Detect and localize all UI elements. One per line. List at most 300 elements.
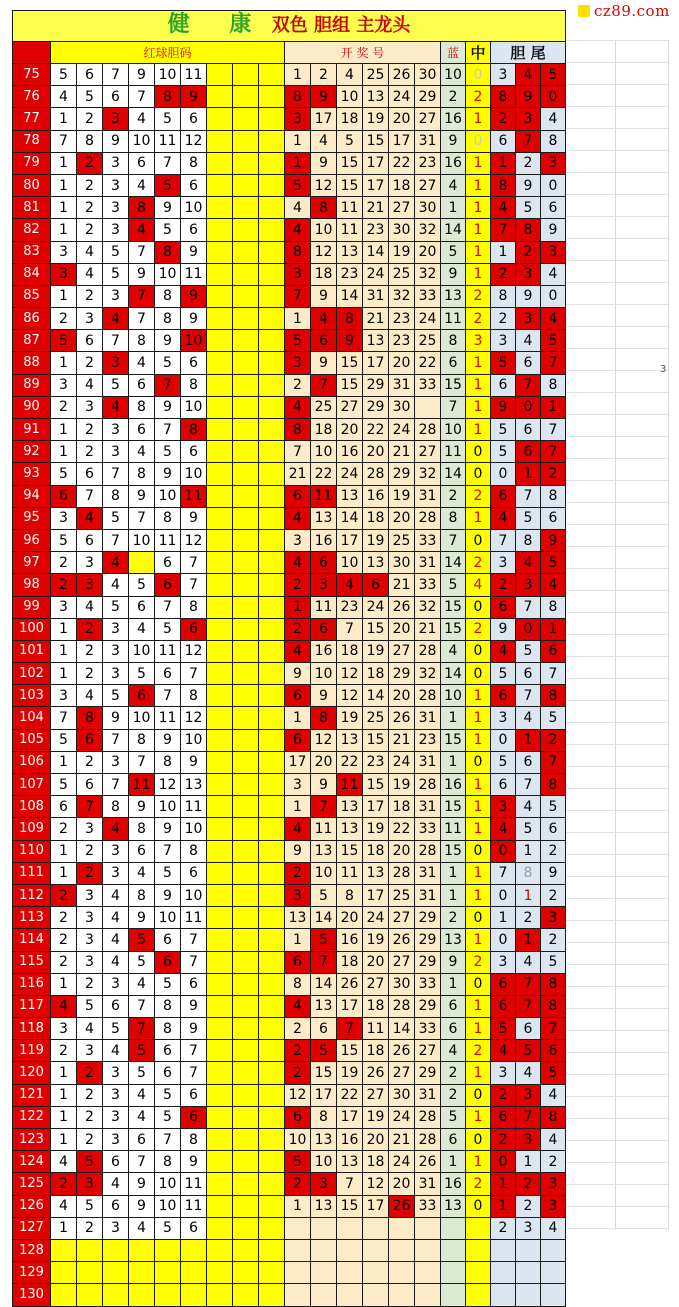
dan-tail-cell: 5 (491, 419, 516, 441)
dan-code-cell (259, 862, 285, 884)
dan-code-cell: 4 (103, 574, 129, 596)
dan-code-cell (259, 130, 285, 152)
draw-number-cell: 6 (311, 618, 337, 640)
hit-count-cell: 2 (466, 1173, 491, 1195)
dan-code-cell: 3 (77, 907, 103, 929)
dan-code-cell (259, 529, 285, 551)
draw-number-cell: 20 (363, 441, 389, 463)
issue-number: 84 (13, 263, 51, 285)
dan-code-cell: 3 (77, 574, 103, 596)
draw-number-cell: 21 (389, 1129, 415, 1151)
dan-tail-cell (491, 1262, 516, 1284)
draw-number-cell: 20 (389, 685, 415, 707)
dan-code-cell (233, 1239, 259, 1261)
dan-code-cell (233, 285, 259, 307)
draw-number-cell: 16 (337, 1129, 363, 1151)
blue-ball-cell: 10 (441, 64, 466, 86)
dan-code-cell: 2 (77, 640, 103, 662)
blue-ball-cell: 14 (441, 552, 466, 574)
draw-number-cell: 3 (285, 263, 311, 285)
draw-number-cell: 13 (337, 818, 363, 840)
draw-number-cell (389, 1262, 415, 1284)
dan-code-cell (233, 64, 259, 86)
dan-code-cell: 4 (77, 374, 103, 396)
dan-tail-cell: 9 (516, 86, 541, 108)
dan-code-cell: 7 (103, 463, 129, 485)
draw-number-cell: 13 (311, 1195, 337, 1217)
draw-number-cell: 18 (311, 263, 337, 285)
title-sub: 双色 胆组 主龙头 (271, 15, 411, 36)
dan-code-cell: 6 (129, 1129, 155, 1151)
dan-code-cell: 11 (181, 907, 207, 929)
dan-code-cell (233, 840, 259, 862)
draw-number-cell: 31 (415, 1173, 441, 1195)
dan-code-cell (233, 130, 259, 152)
draw-number-cell: 4 (285, 818, 311, 840)
dan-tail-cell: 9 (516, 174, 541, 196)
dan-tail-cell: 2 (541, 840, 566, 862)
grid-line (561, 832, 668, 833)
dan-code-cell: 3 (77, 884, 103, 906)
dan-code-cell (259, 774, 285, 796)
hit-count-cell: 1 (466, 796, 491, 818)
hit-count-cell: 1 (466, 729, 491, 751)
issue-number: 117 (13, 995, 51, 1017)
grid-line (561, 722, 668, 723)
hit-count-cell: 2 (466, 285, 491, 307)
blue-ball-cell: 10 (441, 685, 466, 707)
issue-number: 107 (13, 774, 51, 796)
dan-code-cell: 9 (181, 995, 207, 1017)
dan-code-cell (259, 197, 285, 219)
dan-tail-cell: 7 (541, 663, 566, 685)
dan-code-cell: 4 (77, 507, 103, 529)
grid-line (561, 656, 668, 657)
draw-number-cell: 27 (389, 907, 415, 929)
draw-number-cell: 11 (337, 774, 363, 796)
issue-number: 119 (13, 1040, 51, 1062)
draw-number-cell: 15 (337, 352, 363, 374)
dan-code-cell: 2 (77, 219, 103, 241)
draw-number-cell: 19 (389, 485, 415, 507)
draw-number-cell (311, 1239, 337, 1261)
empty-spreadsheet-grid (561, 40, 668, 1230)
draw-number-cell: 22 (363, 419, 389, 441)
dan-code-cell: 6 (181, 1084, 207, 1106)
dan-tail-cell: 8 (541, 130, 566, 152)
dan-code-cell (233, 529, 259, 551)
draw-number-cell: 7 (311, 796, 337, 818)
header-row (13, 42, 566, 64)
draw-number-cell: 24 (363, 907, 389, 929)
draw-number-cell: 33 (415, 529, 441, 551)
dan-code-cell (259, 1217, 285, 1239)
table-row (13, 1262, 566, 1284)
draw-number-cell: 11 (311, 485, 337, 507)
draw-number-cell: 8 (285, 241, 311, 263)
draw-number-cell: 20 (337, 419, 363, 441)
draw-number-cell: 15 (311, 1062, 337, 1084)
draw-number-cell: 3 (311, 574, 337, 596)
draw-number-cell: 8 (311, 1106, 337, 1128)
table-row (13, 552, 566, 574)
draw-number-cell: 6 (285, 1106, 311, 1128)
dan-code-cell (207, 840, 233, 862)
dan-code-cell: 8 (155, 995, 181, 1017)
blue-ball-cell: 11 (441, 308, 466, 330)
dan-code-cell: 4 (77, 685, 103, 707)
dan-code-cell: 3 (77, 818, 103, 840)
issue-number: 111 (13, 862, 51, 884)
dan-code-cell: 3 (77, 396, 103, 418)
dan-tail-cell: 2 (516, 241, 541, 263)
draw-number-cell: 29 (389, 663, 415, 685)
dan-code-cell: 6 (77, 529, 103, 551)
dan-code-cell: 5 (155, 441, 181, 463)
dan-code-cell: 3 (103, 1217, 129, 1239)
dan-code-cell: 8 (129, 396, 155, 418)
issue-number: 109 (13, 818, 51, 840)
table-row (13, 640, 566, 662)
dan-code-cell (207, 907, 233, 929)
dan-code-cell: 8 (181, 685, 207, 707)
dan-tail-cell: 6 (491, 973, 516, 995)
dan-tail-cell: 8 (541, 774, 566, 796)
dan-code-cell: 5 (51, 330, 77, 352)
draw-number-cell: 13 (337, 796, 363, 818)
dan-code-cell: 2 (77, 1062, 103, 1084)
dan-code-cell: 10 (129, 640, 155, 662)
dan-tail-cell: 4 (541, 1217, 566, 1239)
dan-tail-cell (516, 1239, 541, 1261)
dan-tail-cell: 6 (516, 352, 541, 374)
lottery-table (12, 10, 566, 1307)
dan-code-cell: 6 (155, 951, 181, 973)
dan-code-cell (259, 1062, 285, 1084)
dan-code-cell (181, 1239, 207, 1261)
dan-code-cell: 3 (103, 1062, 129, 1084)
table-row (13, 1106, 566, 1128)
grid-line (561, 458, 668, 459)
hit-count-cell: 1 (466, 1062, 491, 1084)
draw-number-cell (285, 1217, 311, 1239)
draw-number-cell: 24 (389, 751, 415, 773)
dan-code-cell: 4 (129, 219, 155, 241)
dan-code-cell: 12 (155, 774, 181, 796)
draw-number-cell: 13 (311, 1129, 337, 1151)
dan-code-cell: 6 (129, 374, 155, 396)
dan-code-cell: 2 (77, 197, 103, 219)
draw-number-cell (415, 1217, 441, 1239)
draw-number-cell: 26 (389, 1040, 415, 1062)
draw-number-cell: 33 (415, 285, 441, 307)
dan-code-cell: 9 (155, 330, 181, 352)
blue-ball-cell: 1 (441, 973, 466, 995)
dan-code-cell: 10 (155, 1195, 181, 1217)
table-row (13, 1151, 566, 1173)
dan-code-cell (207, 1062, 233, 1084)
hit-count-cell: 1 (466, 1151, 491, 1173)
dan-code-cell: 7 (129, 86, 155, 108)
dan-code-cell: 5 (103, 263, 129, 285)
dan-code-cell (259, 1239, 285, 1261)
draw-number-cell: 13 (285, 907, 311, 929)
table-row (13, 86, 566, 108)
dan-code-cell (233, 596, 259, 618)
issue-number: 113 (13, 907, 51, 929)
title-main: 健 康 (167, 12, 268, 37)
table-row (13, 330, 566, 352)
dan-code-cell (233, 663, 259, 685)
dan-code-cell (259, 64, 285, 86)
dan-code-cell: 1 (51, 352, 77, 374)
draw-number-cell: 27 (389, 640, 415, 662)
draw-number-cell: 27 (415, 1040, 441, 1062)
dan-code-cell (207, 419, 233, 441)
dan-code-cell (51, 1284, 77, 1306)
dan-code-cell: 8 (155, 285, 181, 307)
dan-tail-cell (516, 1284, 541, 1306)
dan-code-cell (181, 1262, 207, 1284)
table-row (13, 308, 566, 330)
dan-tail-cell: 4 (491, 818, 516, 840)
side-mark: 3 (660, 364, 667, 375)
dan-code-cell (207, 130, 233, 152)
dan-code-cell (233, 263, 259, 285)
dan-code-cell: 7 (155, 419, 181, 441)
dan-tail-cell: 0 (491, 729, 516, 751)
dan-code-cell: 6 (103, 86, 129, 108)
draw-number-cell: 1 (285, 64, 311, 86)
dan-code-cell: 2 (77, 108, 103, 130)
dan-tail-cell: 8 (541, 374, 566, 396)
draw-number-cell: 14 (389, 1018, 415, 1040)
blue-ball-cell (441, 1284, 466, 1306)
blue-ball-cell: 2 (441, 86, 466, 108)
dan-tail-cell: 0 (491, 884, 516, 906)
dan-code-cell: 9 (155, 729, 181, 751)
draw-number-cell: 32 (415, 463, 441, 485)
draw-number-cell: 3 (285, 529, 311, 551)
draw-number-cell: 6 (363, 574, 389, 596)
draw-number-cell: 21 (363, 197, 389, 219)
dan-code-cell (233, 463, 259, 485)
draw-number-cell: 15 (337, 1195, 363, 1217)
dan-code-cell: 8 (181, 152, 207, 174)
draw-number-cell: 33 (415, 574, 441, 596)
dan-tail-cell: 6 (541, 1040, 566, 1062)
grid-line (561, 634, 668, 635)
dan-code-cell (207, 441, 233, 463)
dan-code-cell: 7 (181, 663, 207, 685)
dan-code-cell: 8 (129, 330, 155, 352)
draw-number-cell: 19 (337, 707, 363, 729)
dan-code-cell (181, 1284, 207, 1306)
draw-number-cell: 21 (285, 463, 311, 485)
table-row (13, 1084, 566, 1106)
dan-tail-cell: 6 (516, 751, 541, 773)
blue-ball-cell: 11 (441, 441, 466, 463)
dan-code-cell: 5 (51, 529, 77, 551)
issue-number: 90 (13, 396, 51, 418)
dan-code-cell: 10 (129, 130, 155, 152)
draw-number-cell: 23 (415, 729, 441, 751)
dan-tail-cell: 1 (516, 929, 541, 951)
draw-number-cell: 1 (285, 130, 311, 152)
draw-number-cell: 13 (337, 1151, 363, 1173)
hit-count-cell: 1 (466, 352, 491, 374)
dan-code-cell (233, 951, 259, 973)
dan-tail-cell: 8 (541, 485, 566, 507)
header-zhong: 中 (466, 42, 491, 64)
dan-code-cell (207, 685, 233, 707)
dan-code-cell: 5 (155, 1084, 181, 1106)
draw-number-cell: 4 (285, 640, 311, 662)
dan-tail-cell: 1 (516, 1151, 541, 1173)
dan-tail-cell: 9 (541, 862, 566, 884)
hit-count-cell: 1 (466, 174, 491, 196)
dan-code-cell: 7 (103, 729, 129, 751)
draw-number-cell (311, 1217, 337, 1239)
dan-code-cell: 5 (51, 729, 77, 751)
table-row (13, 884, 566, 906)
issue-number: 85 (13, 285, 51, 307)
dan-tail-cell: 3 (491, 330, 516, 352)
dan-code-cell (233, 707, 259, 729)
dan-code-cell: 2 (77, 618, 103, 640)
draw-number-cell: 10 (311, 441, 337, 463)
dan-code-cell: 11 (181, 64, 207, 86)
dan-code-cell: 7 (103, 774, 129, 796)
draw-number-cell: 2 (285, 1018, 311, 1040)
dan-code-cell (207, 463, 233, 485)
dan-tail-cell: 6 (491, 774, 516, 796)
draw-number-cell: 10 (311, 1151, 337, 1173)
dan-code-cell: 8 (181, 374, 207, 396)
dan-code-cell: 6 (77, 463, 103, 485)
dan-code-cell (233, 441, 259, 463)
dan-code-cell: 4 (51, 1195, 77, 1217)
dan-code-cell (233, 1040, 259, 1062)
dan-code-cell: 9 (129, 263, 155, 285)
dan-code-cell (233, 552, 259, 574)
draw-number-cell: 2 (285, 574, 311, 596)
draw-number-cell: 25 (363, 64, 389, 86)
blue-ball-cell (441, 1262, 466, 1284)
hit-count-cell: 0 (466, 640, 491, 662)
blue-ball-cell: 1 (441, 707, 466, 729)
dan-code-cell: 10 (181, 197, 207, 219)
issue-number: 127 (13, 1217, 51, 1239)
dan-code-cell: 6 (77, 774, 103, 796)
dan-code-cell: 9 (129, 1173, 155, 1195)
dan-code-cell: 11 (155, 130, 181, 152)
dan-code-cell: 2 (77, 840, 103, 862)
dan-code-cell: 4 (103, 929, 129, 951)
dan-code-cell: 9 (103, 707, 129, 729)
issue-number: 105 (13, 729, 51, 751)
dan-code-cell: 11 (181, 1173, 207, 1195)
dan-code-cell: 1 (51, 197, 77, 219)
draw-number-cell: 32 (415, 663, 441, 685)
dan-code-cell: 6 (51, 796, 77, 818)
draw-number-cell: 6 (285, 485, 311, 507)
draw-number-cell: 12 (337, 663, 363, 685)
dan-tail-cell: 3 (516, 263, 541, 285)
hit-count-cell: 1 (466, 685, 491, 707)
dan-code-cell (129, 1262, 155, 1284)
dan-code-cell: 2 (77, 285, 103, 307)
dan-code-cell: 11 (181, 485, 207, 507)
table-row (13, 285, 566, 307)
dan-tail-cell: 6 (541, 197, 566, 219)
dan-code-cell: 8 (181, 419, 207, 441)
draw-number-cell: 28 (415, 507, 441, 529)
dan-code-cell: 6 (155, 1040, 181, 1062)
dan-code-cell (207, 596, 233, 618)
dan-code-cell (207, 618, 233, 640)
dan-code-cell: 9 (181, 308, 207, 330)
blue-ball-cell: 15 (441, 618, 466, 640)
dan-tail-cell: 5 (541, 796, 566, 818)
dan-code-cell: 4 (129, 352, 155, 374)
draw-number-cell: 33 (415, 1018, 441, 1040)
draw-number-cell: 10 (285, 1129, 311, 1151)
issue-number: 81 (13, 197, 51, 219)
issue-number: 103 (13, 685, 51, 707)
hit-count-cell: 1 (466, 707, 491, 729)
draw-number-cell: 17 (363, 884, 389, 906)
draw-number-cell: 2 (285, 862, 311, 884)
dan-code-cell (207, 86, 233, 108)
dan-tail-cell: 2 (491, 574, 516, 596)
dan-code-cell: 9 (181, 86, 207, 108)
issue-number: 114 (13, 929, 51, 951)
draw-number-cell: 24 (363, 263, 389, 285)
dan-tail-cell: 5 (541, 1062, 566, 1084)
dan-tail-cell: 2 (491, 108, 516, 130)
dan-code-cell: 12 (181, 529, 207, 551)
dan-code-cell: 1 (51, 1217, 77, 1239)
draw-number-cell (415, 1262, 441, 1284)
dan-code-cell: 6 (155, 663, 181, 685)
dan-tail-cell: 5 (541, 552, 566, 574)
dan-tail-cell: 7 (491, 862, 516, 884)
dan-tail-cell: 7 (516, 485, 541, 507)
dan-code-cell: 3 (103, 1129, 129, 1151)
dan-code-cell: 1 (51, 108, 77, 130)
dan-tail-cell: 7 (541, 441, 566, 463)
hit-count-cell: 1 (466, 884, 491, 906)
dan-code-cell (207, 352, 233, 374)
table-row (13, 751, 566, 773)
dan-code-cell: 6 (103, 995, 129, 1017)
draw-number-cell: 23 (363, 751, 389, 773)
dan-tail-cell: 3 (541, 1195, 566, 1217)
grid-line (561, 1140, 668, 1141)
table-row (13, 374, 566, 396)
draw-number-cell: 20 (389, 108, 415, 130)
dan-code-cell (207, 152, 233, 174)
dan-code-cell: 2 (51, 552, 77, 574)
draw-number-cell: 28 (415, 840, 441, 862)
dan-code-cell: 7 (155, 374, 181, 396)
blue-ball-cell: 10 (441, 419, 466, 441)
dan-code-cell (259, 1040, 285, 1062)
dan-code-cell (207, 1129, 233, 1151)
dan-tail-cell: 6 (491, 485, 516, 507)
draw-number-cell: 14 (337, 285, 363, 307)
